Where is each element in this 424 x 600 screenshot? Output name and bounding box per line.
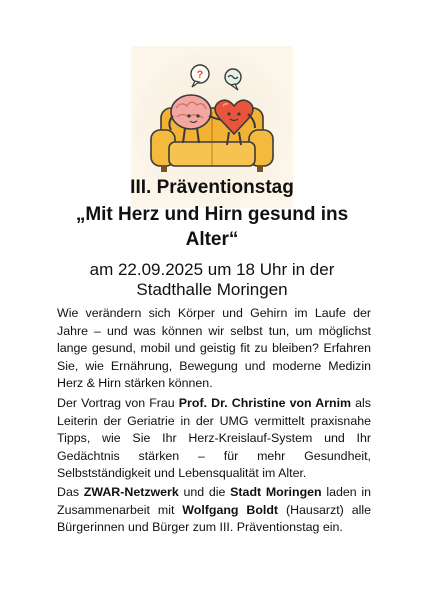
event-motto-line-2: Alter“ bbox=[185, 229, 239, 250]
organizers-text-1: Das bbox=[57, 485, 84, 499]
organizers-paragraph bbox=[57, 484, 371, 537]
organizer-zwar: ZWAR-Netzwerk bbox=[83, 485, 179, 499]
event-date-time: am 22.09.2025 um 18 Uhr in der bbox=[89, 260, 335, 279]
organizers-text-3: laden in Zusammenarbeit mit bbox=[57, 485, 372, 517]
intro-paragraph bbox=[57, 305, 371, 393]
event-location: Stadthalle Moringen bbox=[136, 280, 288, 299]
doctor-name: Wolfgang Boldt bbox=[182, 502, 279, 517]
event-motto-line-1: „Mit Herz und Hirn gesund ins bbox=[75, 204, 349, 225]
lecture-text-1: Der Vortrag von Frau bbox=[57, 396, 179, 410]
lecture-text-2: als Leiterin der Geriatrie in der UMG vermittelt praxisnahe Tipps, wie Sie Ihr Herz-Kreislauf-System und Ihr Gedächtnis stärken – für mehr Gesundheit, Selbstständigkeit und Lebensqualität im Alter. bbox=[57, 396, 371, 481]
lecture-paragraph bbox=[57, 395, 371, 483]
event-title: III. Präventionstag bbox=[130, 177, 294, 198]
speaker-name: Prof. Dr. Christine von Arnim bbox=[178, 396, 352, 410]
organizers-text-2: und die bbox=[178, 485, 231, 499]
organizers-text-4: (Hausarzt) alle Bürgerinnen und Bürger zum III. Präventionstag ein. bbox=[57, 502, 371, 535]
organizer-city: Stadt Moringen bbox=[230, 485, 322, 499]
intro-text: Wie verändern sich Körper und Gehirn im Laufe der Jahre – und was können wir selbst tun, um möglichst lange gesund, mobil und geistig fit zu bleiben? Erfahren Sie, wie Ernährung, Bewegung und moderne Medizin Herz & Hirn stärken können. bbox=[57, 306, 371, 391]
question-mark: ? bbox=[196, 69, 204, 81]
